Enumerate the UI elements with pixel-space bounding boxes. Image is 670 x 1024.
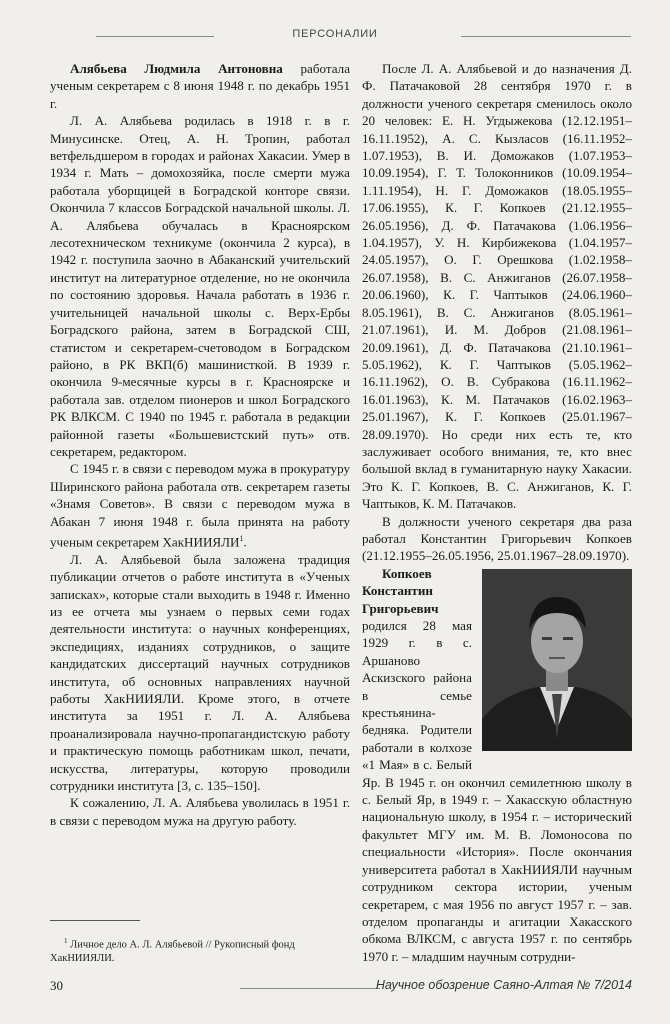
footnote-number: 1 (64, 937, 68, 945)
transfer-text: С 1945 г. в связи с переводом мужа в прокуратуру Ширинского района работала отв. секретарем газеты «Знамя Советов». В связи с переводом мужа в Абакан 7 июня 1948 г. была принята на работу ученым секретарем ХакНИИЯЛИ (50, 461, 350, 550)
kopkoev-biography (362, 565, 632, 965)
kopkoev-bio-text: родился 28 мая 1929 г. в с. Аршаново Аскизского района в семье крестьянина-бедняка. Родители работали в колхозе «1 Мая» в с. Белый Яр. В 1945 г. он окончил семилетнюю школу в с. Белый Яр, в 1949 г. – Хакасскую областную национальную школу, в 1954 г. – исторический факультет МГУ им. М. В. Ломоносова по специальности «История». После окончания университета работал в ХакНИИЯЛИ научным сотрудником сектора истории, ученым секретарем, с мая 1956 по август 1957 г. – зав. отделом пропаганды и агитации Хакасского обкома ВЛКСМ, с августа 1957 г. по сентябрь 1970 г. – младшим научным сотрудни- (362, 618, 632, 964)
paragraph-secretaries-list: После Л. А. Алябьевой и до назначения Д. Ф. Патачаковой 28 сентября 1970 г. в должности ученого секретаря сменилось около 20 человек: Е. Н. Угдыжекова (12.12.1951–16.11.1952), А. С. Кызласов (16.11.1952–1.07.1953), В. И. Доможаков (1.07.1953–10.09.1954), Г. Т. Толоконников (10.09.1954–1.11.1954), Н. Г. Доможаков (18.05.1955–17.06.1955), К. Г. Копкоев (21.12.1955–26.05.1956), Д. Ф. Патачакова (1.06.1956–1.04.1957), У. Н. Кирбижекова (1.04.1957–24.05.1957), О. Г. Орешкова (1.02.1958–26.07.1958), В. С. Анжиганов (26.07.1958–20.06.1960), К. Г. Чаптыков (24.06.1960–8.05.1961), В. С. Анжиганов (8.05.1961–21.07.1961), И. М. Добров (21.08.1961–20.09.1961), Д. Ф. Патачакова (21.10.1961–5.05.1962), К. Г. Чаптыков (5.05.1962–16.11.1962), О. В. Субракова (16.11.1962–16.01.1963), К. М. Патачаков (16.02.1963–25.01.1967), К. Г. Копкоев (25.01.1967–28.09.1970). Но среди них есть те, кто заслуживает особого внимания, те, кто внес большой вклад в гуманитарную науку Хакасии. Это К. Г. Копкоев, В. С. Анжиганов, К. Г. Чаптыков, К. М. Патачаков. (362, 61, 632, 512)
footnote-marker: 1 (239, 533, 244, 543)
paragraph-biography: Л. А. Алябьева родилась в 1918 г. в г. Минусинске. Отец, А. Н. Тропин, работал ветфельдшером в городах и районах Хакасии. Умер в 1934 г. Мать – домохозяйка, после смерти мужа работала уборщицей в Боградской конторе связи. Окончила 7 классов Боградской начальной школы. Л. А. Алябьева обучалась в Красноярском лесотехническом техникуме (окончила 2 курса), в 1942 г. поступила заочно в Абаканский учительский институт на литературное отделение, но не окончила по состоянию здоровья. Начала работать в 1936 г. учительницей начальной школы с. Верх-Ербы Боградского района, затем в Боградской СШ, статистом и секретарем-счетоводом в Боградском районо, в РК ВКП(б) машинисткой. В 1939 г. окончила 9-месячные курсы в г. Красноярске и работала зав. отделом пионеров и школ Боградского РК ВЛКСМ. С 1940 по 1945 г. работала в редакции районной газеты «Большевистский путь» отв. секретарем, редактором. (50, 113, 350, 459)
paragraph-transfer (50, 460, 350, 550)
footer-rule (240, 988, 380, 989)
intro-text: работала ученым секретарем с 8 июня 1948 г. по декабрь 1951 г. (50, 61, 351, 111)
page-footer (0, 978, 670, 998)
right-column (362, 60, 632, 965)
footnote-text: Личное дело А. Л. Алябьевой // Рукописный фонд ХакНИИЯЛИ. (50, 939, 295, 964)
left-column (50, 60, 350, 829)
header-rule-right (461, 36, 631, 37)
running-header (0, 22, 670, 48)
portrait-photo (482, 569, 632, 751)
paragraph-reports: Л. А. Алябьевой была заложена традиция публикации отчетов о работе института в «Ученых записках», которые стали выходить в 1948 г. Именно из ее отчета мы узнаем о первых семи годах деятельности института: о научных конференциях, экспедициях, изданиях сотрудников, о защите кандидатских диссертаций научных сотрудников института, об основных направлениях научной работы ХакНИИЯЛИ. Кроме этого, в отчете института за 1951 г. Л. А. Алябьева проанализировала научно-пропагандистскую работу и практическую помощь работникам школ, печати, искусства, литературы, которую проводили сотрудники института [3, с. 135–150]. (50, 551, 350, 794)
page-number: 30 (50, 978, 63, 993)
person-name-alyabyeva: Алябьева Людмила Антоновна (70, 61, 283, 76)
journal-title: Научное обозрение Саяно-Алтая № 7/2014 (375, 978, 632, 992)
footnote-rule (50, 920, 140, 921)
transfer-end: . (243, 534, 247, 550)
paragraph-resignation: К сожалению, Л. А. Алябьева уволилась в 1951 г. в связи с переводом мужа на другую работу. (50, 795, 350, 828)
section-title: ПЕРСОНАЛИИ (292, 28, 378, 40)
person-name-kopkoev: Копкоев Константин Григорьевич (362, 565, 439, 616)
paragraph-kopkoev-terms: В должности ученого секретаря два раза работал Константин Григорьевич Копкоев (21.12.1955–26.05.1956, 25.01.1967–28.09.1970). (362, 513, 632, 564)
portrait-figure (482, 569, 632, 751)
paragraph-intro (50, 60, 350, 112)
footnote (50, 935, 350, 965)
